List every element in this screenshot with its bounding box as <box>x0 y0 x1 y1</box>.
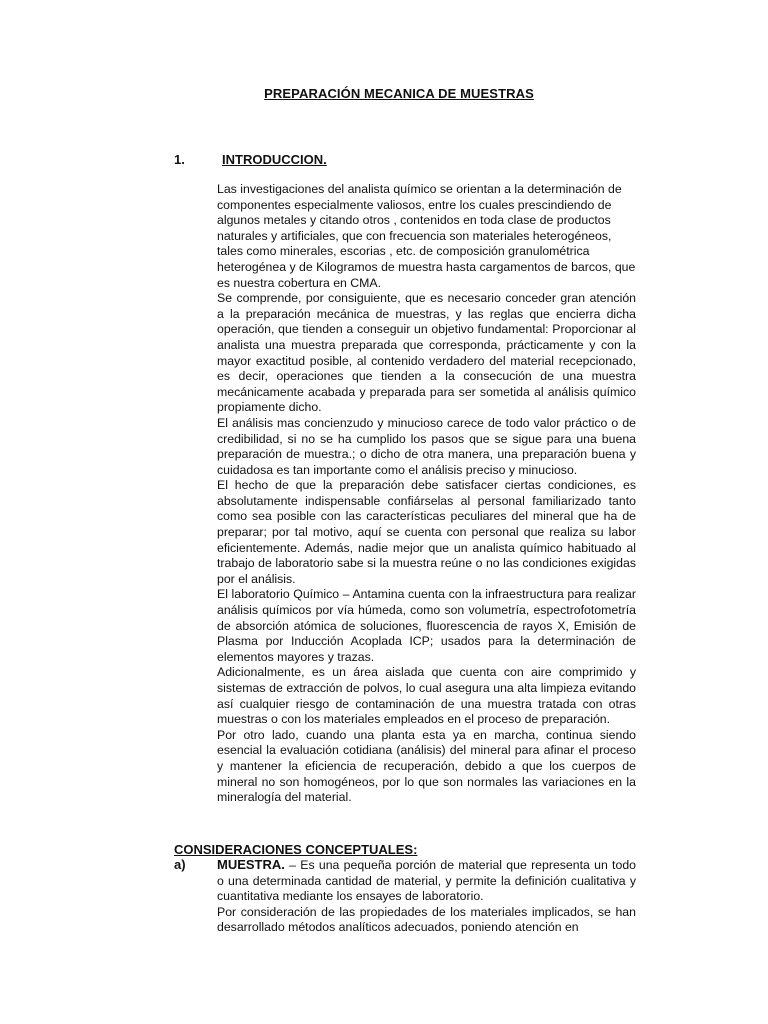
concept-item <box>217 857 636 936</box>
concepts-heading: CONSIDERACIONES CONCEPTUALES: <box>174 842 418 857</box>
paragraph: Se comprende, por consiguiente, que es necesario conceder gran atención a la preparación mecánica de muestras, y las reglas que encierra dicha operación, que tienden a conseguir un objetivo fundamental: Proporcionar al analista una muestra preparada que corresponda, prácticamente y con la mayor exactitud posible, al contenido verdadero del material recepcionado, es decir, operaciones que tienden a la consecución de una muestra mecánicamente acabada y preparada para ser sometida al análisis químico propiamente dicho. <box>217 291 636 415</box>
concept-definition <box>217 857 636 905</box>
paragraph: Por otro lado, cuando una planta esta ya en marcha, continua siendo esencial la evaluación cotidiana (análisis) del mineral para afinar el proceso y mantener la eficiencia de recuperación, debido a que los cuerpos de mineral no son homogéneos, por lo que son normales las variaciones en la mineralogía del material. <box>217 727 636 805</box>
concept-continuation: Por consideración de las propiedades de los materiales implicados, se han desarrollado métodos analíticos adecuados, poniendo atención en <box>217 904 636 935</box>
paragraph: Las investigaciones del analista químico se orientan a la determinación de componentes especialmente valiosos, entre los cuales prescindiendo de algunos metales y citando otros , contenidos en toda clase de productos naturales y artificiales, que con frecuencia son materiales heterogéneos, tales como minerales, escorias , etc. de composición granulométrica heterogénea y de Kilogramos de muestra hasta cargamentos de barcos, que es nuestra cobertura en CMA. <box>217 182 636 290</box>
introduction-body <box>217 182 636 806</box>
section-title: INTRODUCCION. <box>222 152 327 167</box>
list-item-marker: a) <box>174 857 186 872</box>
section-number: 1. <box>174 152 185 167</box>
paragraph: El laboratorio Químico – Antamina cuenta con la infraestructura para realizar análisis químicos por vía húmeda, como son volumetría, espectrofotometría de absorción atómica de soluciones, fluorescencia de rayos X, Emisión de Plasma por Inducción Acoplada ICP; usados para la determinación de elementos mayores y trazas. <box>217 587 636 664</box>
concept-term: MUESTRA. <box>217 857 285 872</box>
paragraph: El hecho de que la preparación debe satisfacer ciertas condiciones, es absolutamente indispensable confiárselas al personal familiarizado tanto como sea posible con las características peculiares del mineral que ha de preparar; por tal motivo, aquí se cuenta con personal que realiza su labor eficientemente. Además, nadie mejor que un analista químico habituado al trabajo de laboratorio sabe si la muestra reúne o no las condiciones exigidas por el análisis. <box>217 478 636 586</box>
paragraph: Adicionalmente, es un área aislada que cuenta con aire comprimido y sistemas de extracción de polvos, lo cual asegura una alta limpieza evitando así cualquier riesgo de contaminación de una muestra tratada con otras muestras o con los materiales empleados en el proceso de preparación. <box>217 665 636 727</box>
paragraph: El análisis mas concienzudo y minucioso carece de todo valor práctico o de credibilidad, si no se ha cumplido los pasos que se sigue para una buena preparación de muestra.; o dicho de otra manera, una preparación buena y cuidadosa es tan importante como el análisis preciso y minucioso. <box>217 415 636 477</box>
section-heading <box>174 152 327 167</box>
document-title: PREPARACIÓN MECANICA DE MUESTRAS <box>264 86 534 101</box>
concept-definition-text: – Es una pequeña porción de material que representa un todo o una determinada cantidad de material, y permite la definición cualitativa y cuantitativa mediante los ensayes de laboratorio. <box>217 858 636 904</box>
